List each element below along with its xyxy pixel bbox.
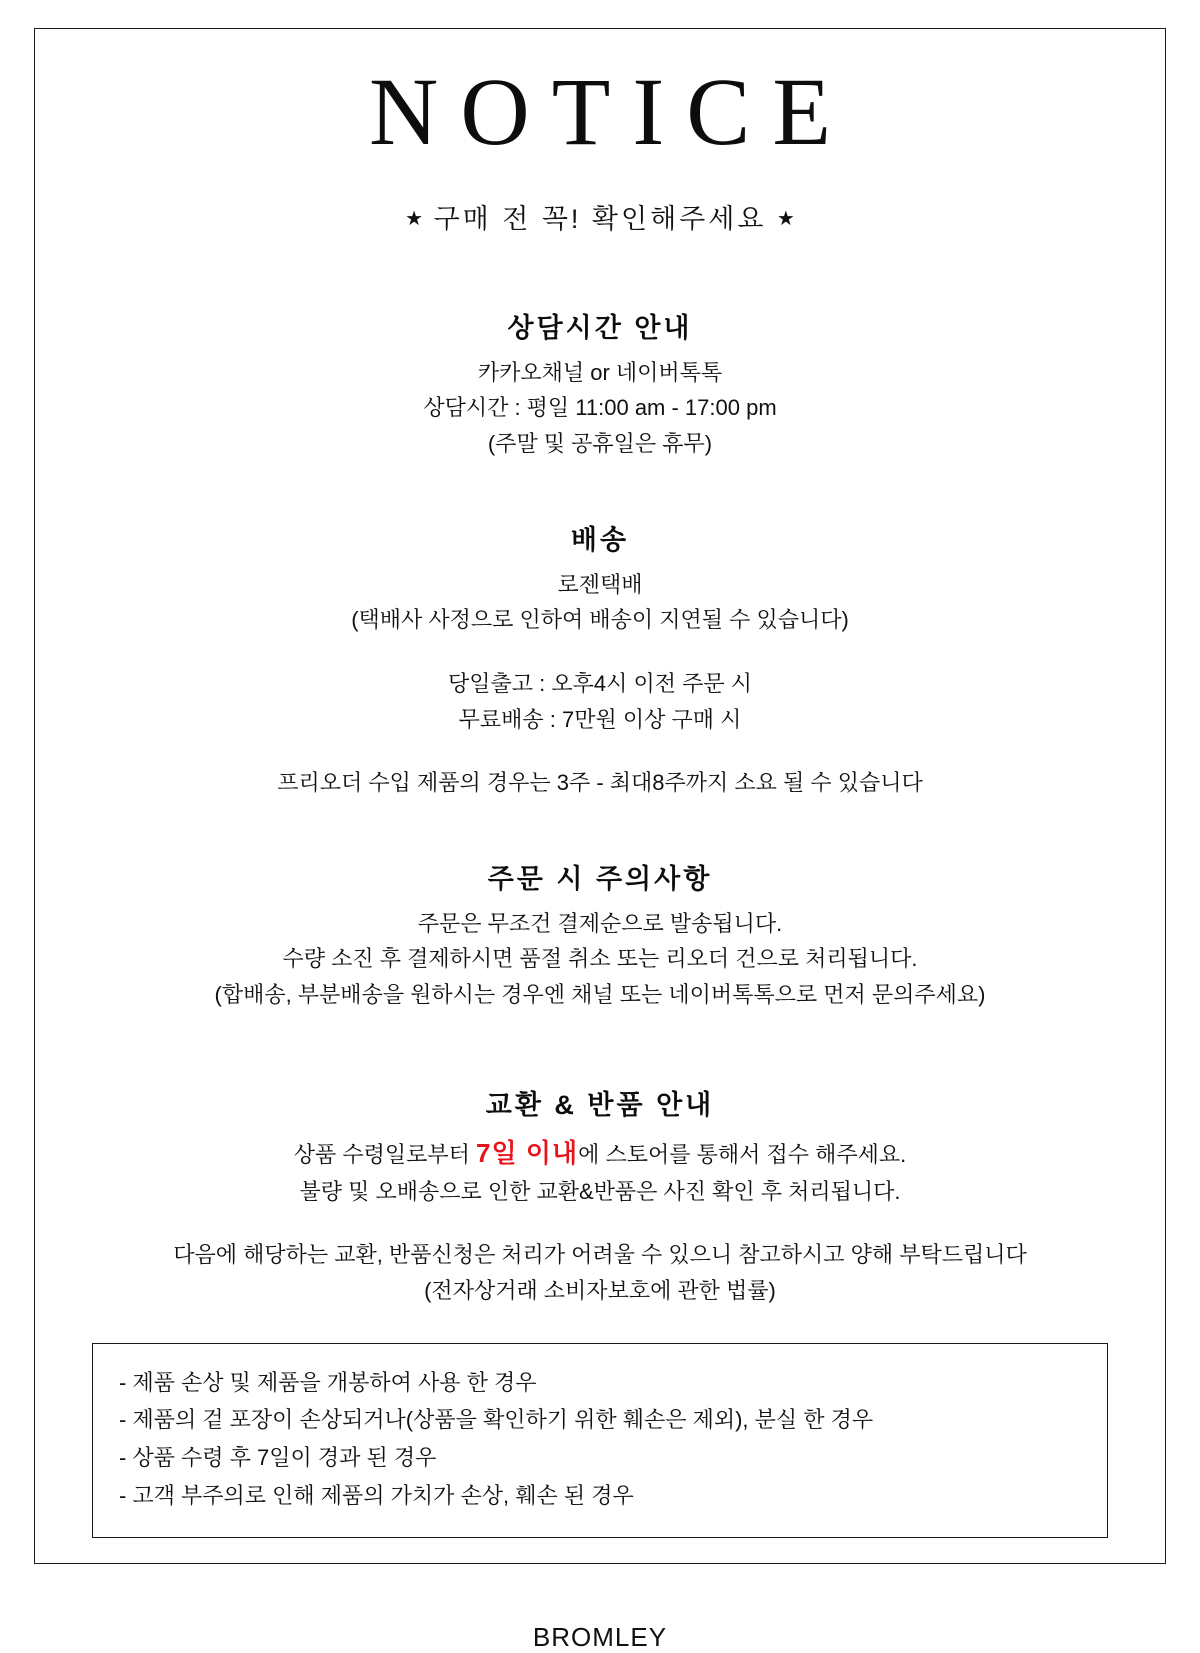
exclusion-list-box xyxy=(92,1343,1108,1538)
section-line: (합배송, 부분배송을 원하시는 경우엔 채널 또는 네이버톡톡으로 먼저 문의주세요) xyxy=(214,982,986,1008)
section-line: (택배사 사정으로 인하여 배송이 지연될 수 있습니다) xyxy=(351,607,849,633)
return-period-highlight: 7일 이내 xyxy=(476,1137,579,1168)
section-line: 프리오더 수입 제품의 경우는 3주 - 최대8주까지 소요 될 수 있습니다 xyxy=(277,770,923,796)
section-line: 수량 소진 후 결제하시면 품절 취소 또는 리오더 건으로 처리됩니다. xyxy=(282,946,918,972)
page-subtitle xyxy=(80,197,1120,236)
star-icon-left: ★ xyxy=(405,207,424,230)
section-exchange-return xyxy=(80,1083,1120,1309)
section-line: 당일출고 : 오후4시 이전 주문 시 xyxy=(448,670,752,696)
star-icon-right: ★ xyxy=(776,207,795,230)
section-heading: 배송 xyxy=(570,524,630,555)
section-line: 불량 및 오배송으로 인한 교환&반품은 사진 확인 후 처리됩니다. xyxy=(299,1178,901,1204)
section-shipping xyxy=(80,518,1120,801)
section-line: (전자상거래 소비자보호에 관한 법률) xyxy=(424,1278,776,1304)
list-item: - 제품 손상 및 제품을 개봉하여 사용 한 경우 xyxy=(119,1369,537,1395)
list-item: - 상품 수령 후 7일이 경과 된 경우 xyxy=(119,1445,437,1471)
list-item: - 고객 부주의로 인해 제품의 가치가 손상, 훼손 된 경우 xyxy=(119,1483,634,1509)
page-title: NOTICE xyxy=(369,58,853,165)
return-period-line xyxy=(80,1132,1120,1174)
section-line: 상담시간 : 평일 11:00 am - 17:00 pm xyxy=(423,395,777,421)
list-item: - 제품의 겉 포장이 손상되거나(상품을 확인하기 위한 훼손은 제외), 분실 한 경우 xyxy=(119,1407,874,1433)
return-prefix: 상품 수령일로부터 xyxy=(293,1141,477,1167)
section-line: 카카오채널 or 네이버톡톡 xyxy=(477,359,723,385)
section-order-notes xyxy=(80,857,1120,1013)
section-heading: 상담시간 안내 xyxy=(507,312,693,343)
section-consultation-hours xyxy=(80,306,1120,462)
section-line: (주말 및 공휴일은 휴무) xyxy=(487,431,713,457)
section-heading: 교환 & 반품 안내 xyxy=(485,1089,715,1120)
section-line: 무료배송 : 7만원 이상 구매 시 xyxy=(458,706,742,732)
section-line: 다음에 해당하는 교환, 반품신청은 처리가 어려울 수 있으니 참고하시고 양해 부탁드립니다 xyxy=(173,1242,1027,1268)
section-line: 주문은 무조건 결제순으로 발송됩니다. xyxy=(417,910,783,936)
return-suffix: 에 스토어를 통해서 접수 해주세요. xyxy=(578,1141,907,1167)
subtitle-text: 구매 전 꼭! 확인해주세요 xyxy=(433,203,767,234)
section-heading: 주문 시 주의사항 xyxy=(487,863,713,894)
brand-name: BROMLEY xyxy=(532,1621,668,1652)
section-line: 로젠택배 xyxy=(557,571,643,597)
